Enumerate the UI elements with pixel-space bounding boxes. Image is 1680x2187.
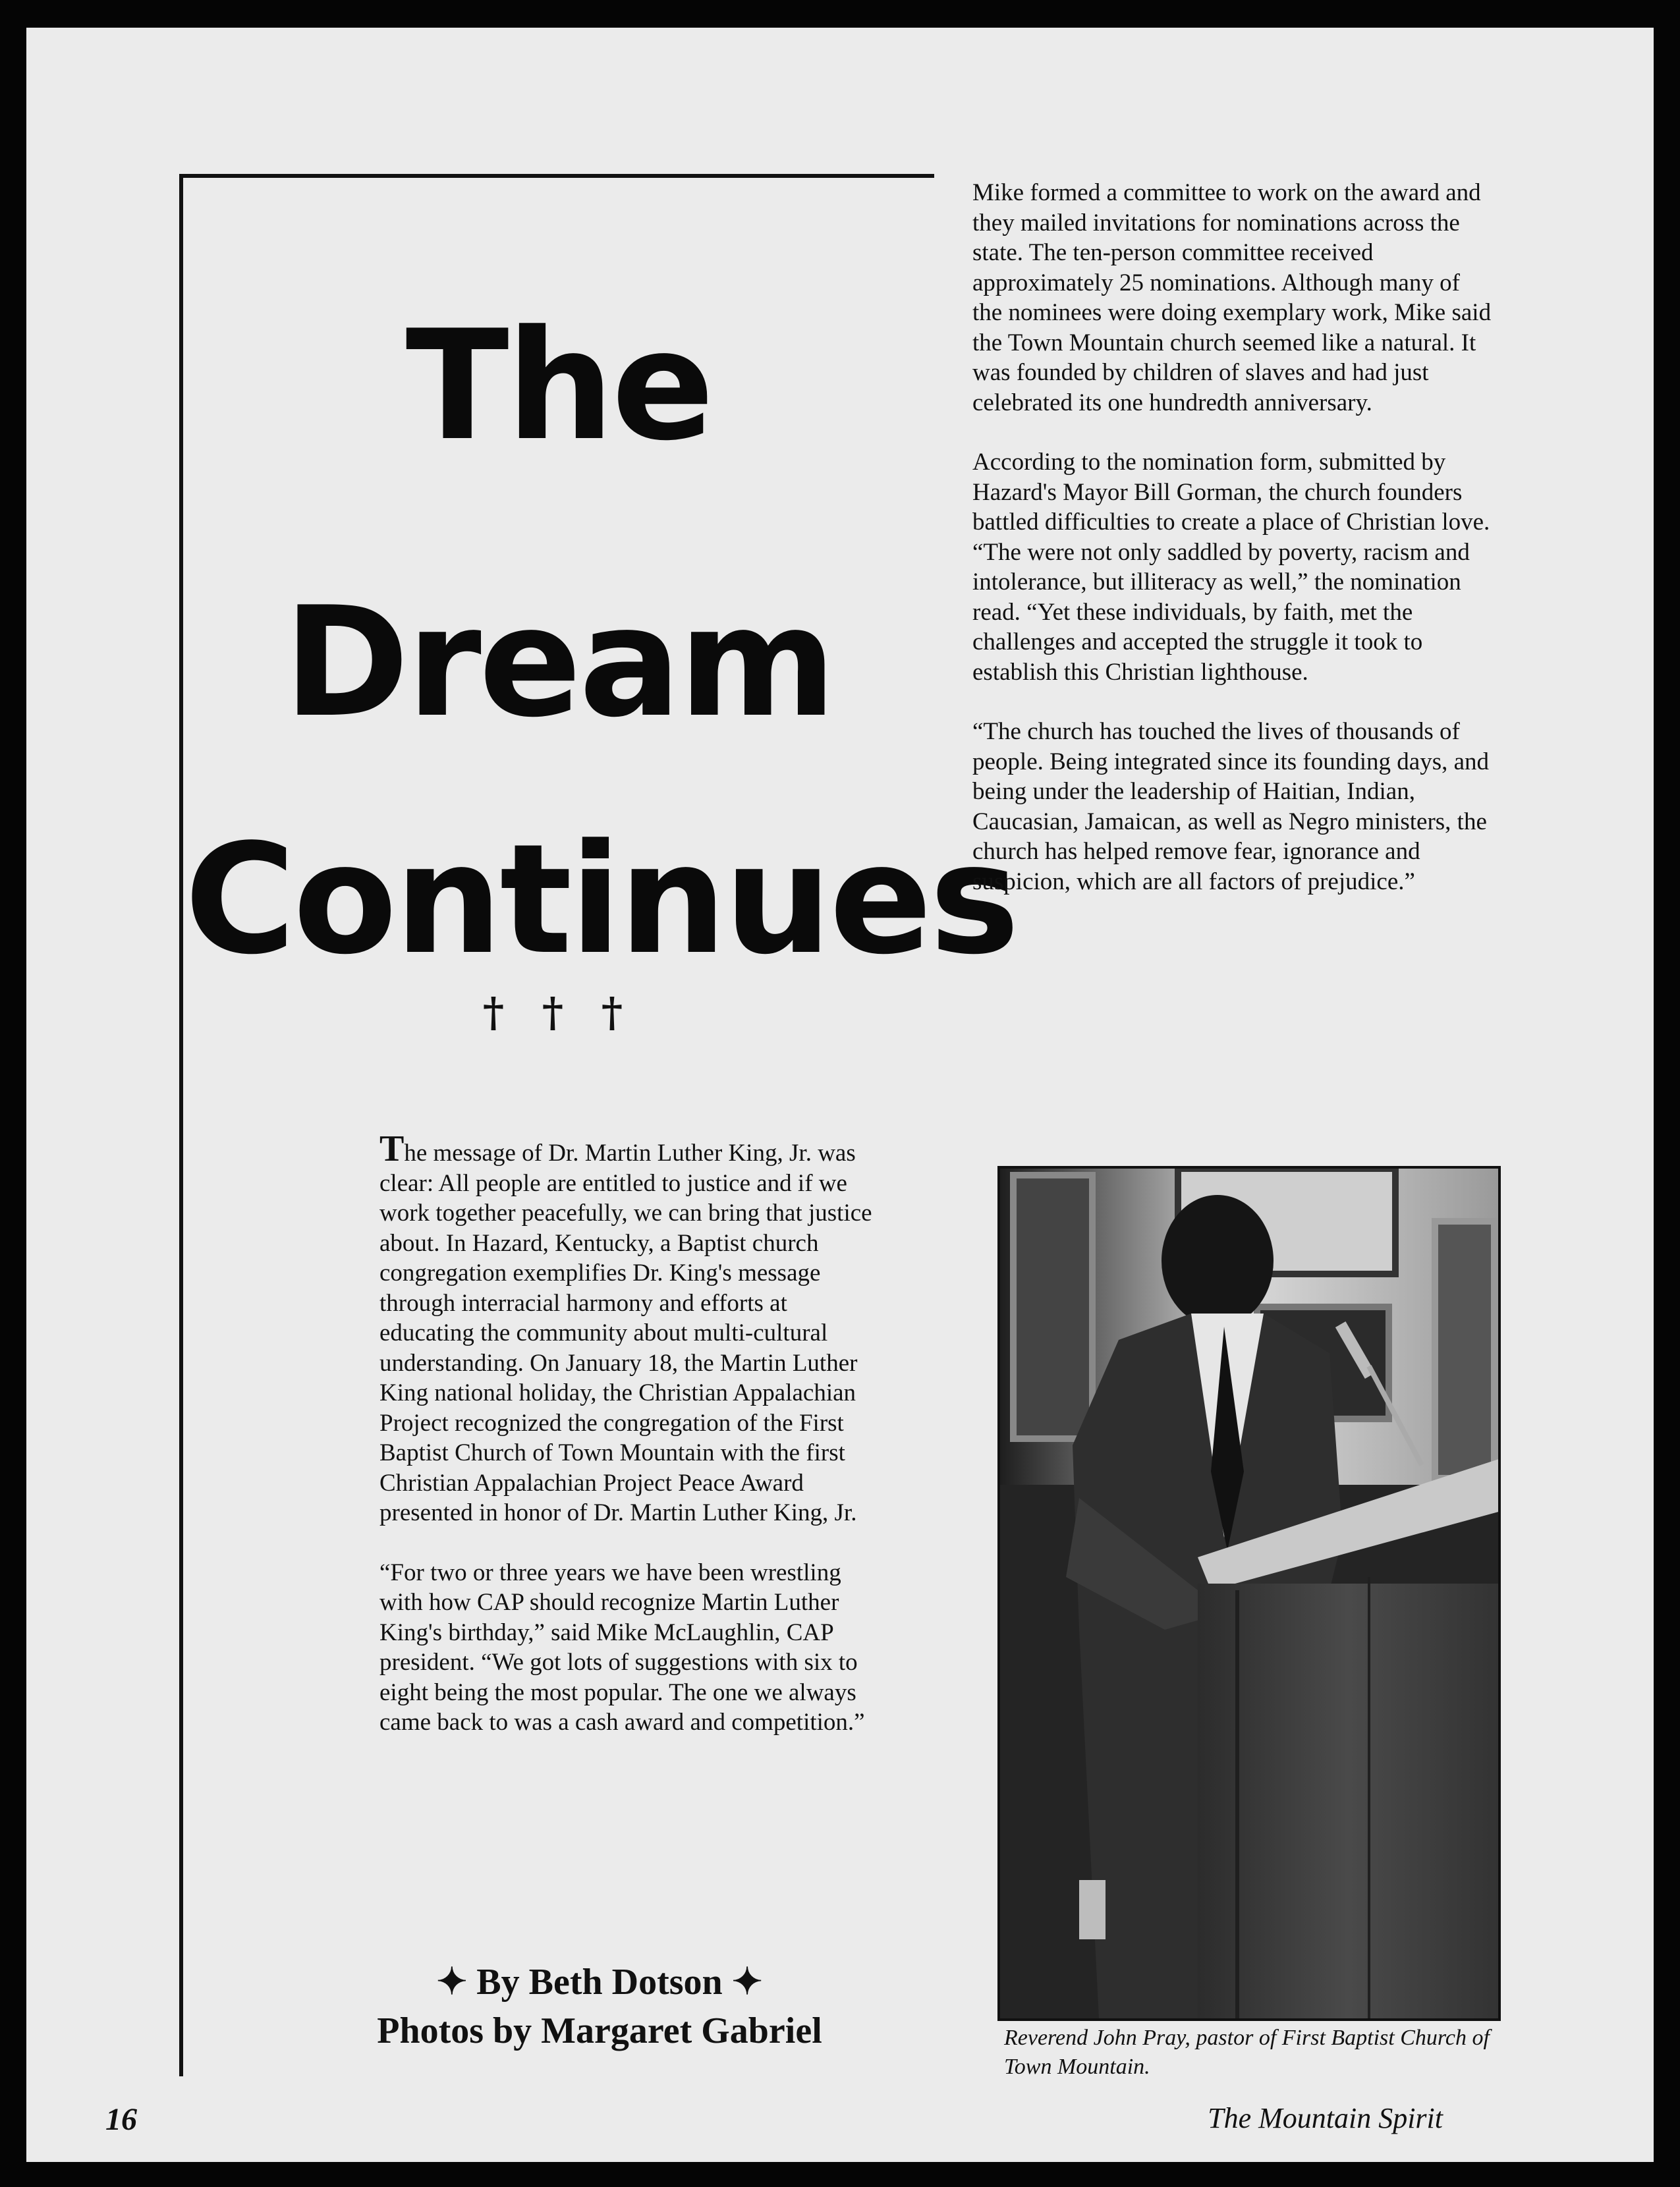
church-quote-paragraph: “The church has touched the lives of thousands of people. Being integrated since its founding days, and being under the leadership of Haitian, Indian, Caucasian, Jamaican, as well as Negro ministers, the church has helped remove fear, ignorance and suspicion, which are all factors of prejudice.” xyxy=(972,718,1490,895)
author-byline: ✦ By Beth Dotson ✦ xyxy=(436,1962,763,2003)
photo-caption: Reverend John Pray, pastor of First Baptist Church of Town Mountain. xyxy=(1004,2026,1490,2079)
left-column xyxy=(379,1128,887,1767)
pastor-photo xyxy=(997,1166,1501,2021)
headline-line-1: The xyxy=(405,298,712,474)
nomination-paragraph: According to the nomination form, submitted by Hazard's Mayor Bill Gorman, the church founders battled difficulties to create a place of Christian love. “The were not only saddled by poverty, racism and intolerance, but illiteracy as well,” the nomination read. “Yet these individuals, by faith, met the challenges and accepted the struggle it took to establish this Christian lighthouse. xyxy=(972,449,1490,686)
magazine-page xyxy=(26,28,1654,2162)
committee-paragraph: Mike formed a committee to work on the award and they mailed invitations for nominations across the state. The ten-person committee received approximately 25 nominations. Although many of the nominees were doing exemplary work, Mike said the Town Mountain church seemed like a natural. It was founded by children of slaves and had just celebrated its one hundredth anniversary. xyxy=(972,179,1492,416)
publication-name: The Mountain Spirit xyxy=(1208,2102,1443,2134)
headline-line-2: Dream xyxy=(283,575,834,751)
drop-cap: T xyxy=(379,1128,405,1169)
frame-rule-top xyxy=(179,174,934,178)
page-number: 16 xyxy=(105,2102,137,2137)
pastor-at-podium-image xyxy=(1000,1169,1498,2018)
photo-credit: Photos by Margaret Gabriel xyxy=(377,2010,822,2051)
right-column xyxy=(972,178,1493,926)
intro-paragraph xyxy=(379,1128,887,1528)
quote-paragraph: “For two or three years we have been wrestling with how CAP should recognize Martin Luther King's birthday,” said Mike McLaughlin, CAP president. “We got lots of suggestions with six to eight being the most popular. The one we always came back to was a cash award and competition.” xyxy=(379,1559,865,1736)
cross-ornament: † † † xyxy=(482,988,635,1036)
intro-paragraph-text: he message of Dr. Martin Luther King, Jr. was clear: All people are entitled to justice and if we work together peacefully, we can bring that justice about. In Hazard, Kentucky, a Baptist church congregation exemplifies Dr. King's message through interracial harmony and efforts at educating the community about multi-cultural understanding. On January 18, the Martin Luther King national holiday, the Christian Appalachian Project recognized the congregation of the First Baptist Church of Town Mountain with the first Christian Appalachian Project Peace Award presented in honor of Dr. Martin Luther King, Jr. xyxy=(379,1140,872,1526)
headline-line-3: Continues xyxy=(184,812,1017,988)
frame-rule-left xyxy=(179,174,183,2076)
